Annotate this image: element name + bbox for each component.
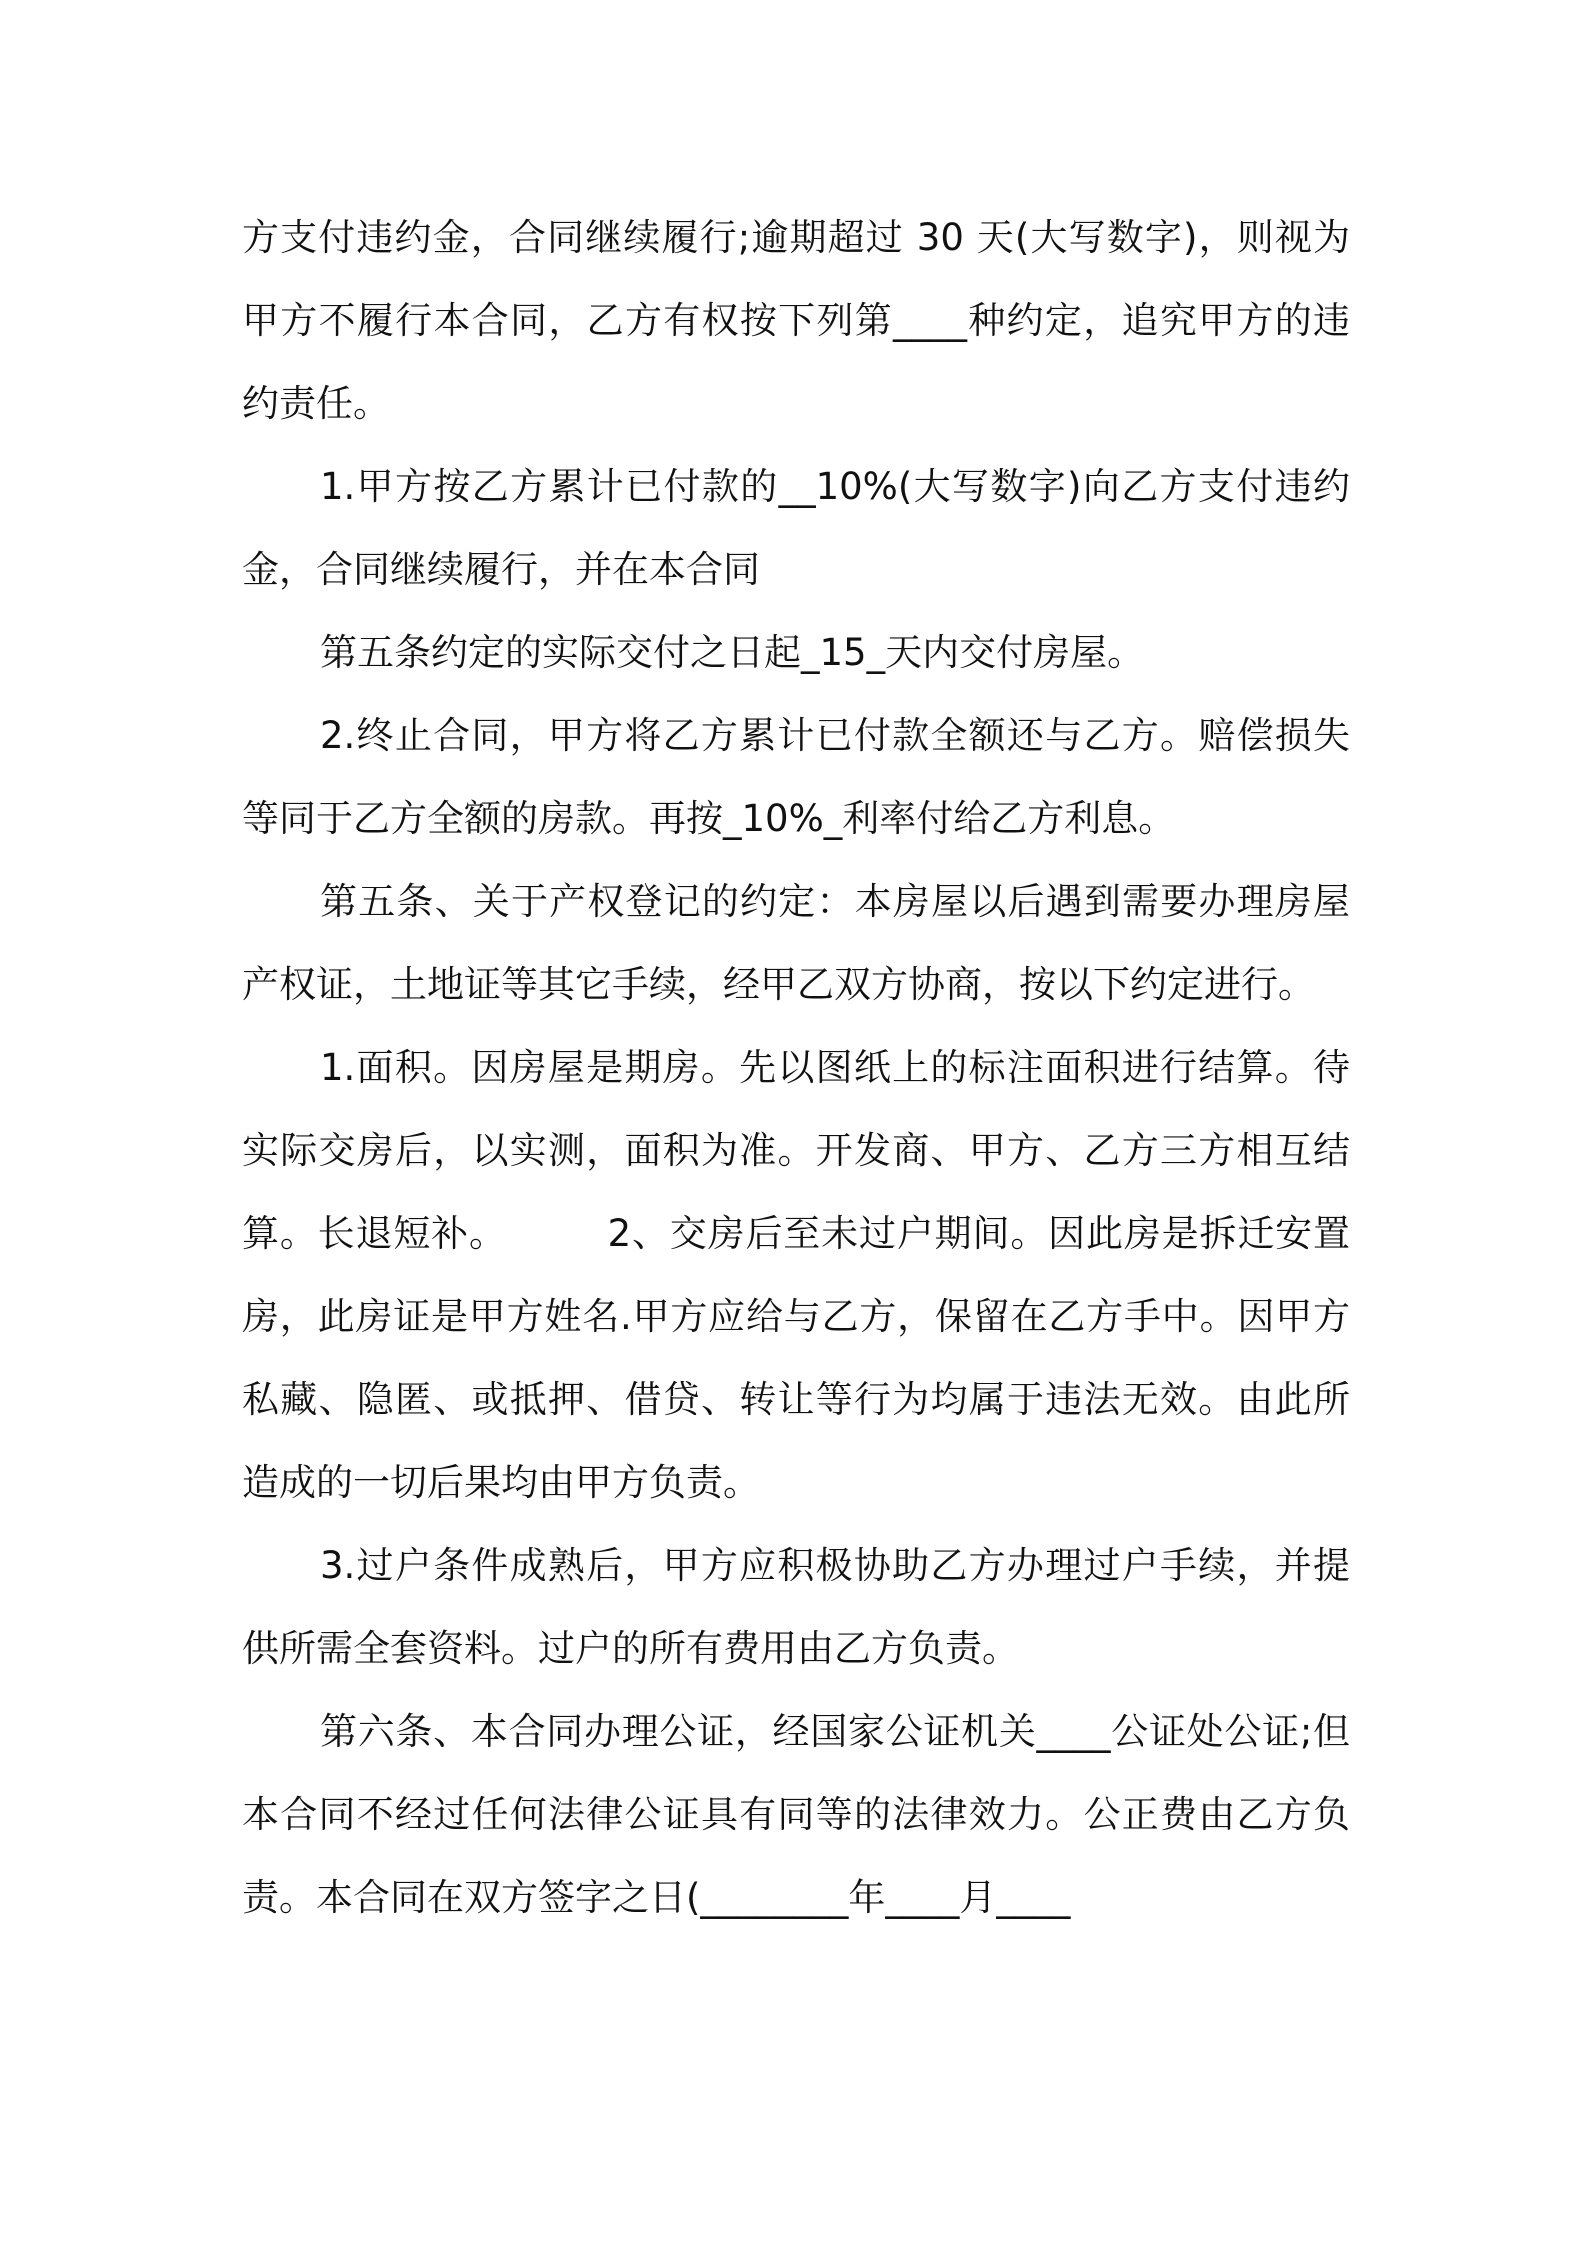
paragraph-article-5: 第五条、关于产权登记的约定：本房屋以后遇到需要办理房屋产权证，土地证等其它手续，经甲乙双方协商，按以下约定进行。 bbox=[242, 880, 1350, 1006]
paragraph-option-2: 2.终止合同，甲方将乙方累计已付款全额还与乙方。赔偿损失等同于乙方全额的房款。再按_10%_利率付给乙方利息。 bbox=[242, 714, 1350, 840]
paragraph-option-1-delivery: 第五条约定的实际交付之日起_15_天内交付房屋。 bbox=[320, 631, 1145, 674]
document-body bbox=[242, 196, 1350, 1939]
paragraph-area-and-transfer: 1.面积。因房屋是期房。先以图纸上的标注面积进行结算。待实际交房后，以实测，面积为准。开发商、甲方、乙方三方相互结算。长退短补。 2、交房后至未过户期间。因此房是拆迁安置房，此房证是甲方姓名.甲方应给与乙方，保留在乙方手中。因甲方私藏、隐匿、或抵押、借贷、转让等行为均属于违法无效。由此所造成的一切后果均由甲方负责。 bbox=[242, 1046, 1350, 1504]
paragraph-transfer-conditions: 3.过户条件成熟后，甲方应积极协助乙方办理过户手续，并提供所需全套资料。过户的所有费用由乙方负责。 bbox=[242, 1544, 1350, 1670]
paragraph-penalty-continued: 方支付违约金，合同继续履行;逾期超过 30 天(大写数字)，则视为甲方不履行本合同，乙方有权按下列第____种约定，追究甲方的违约责任。 bbox=[242, 216, 1350, 425]
paragraph-option-1: 1.甲方按乙方累计已付款的__10%(大写数字)向乙方支付违约金，合同继续履行，并在本合同 bbox=[242, 465, 1350, 591]
paragraph-article-6: 第六条、本合同办理公证，经国家公证机关____公证处公证;但本合同不经过任何法律公证具有同等的法律效力。公正费由乙方负责。本合同在双方签字之日(________年____月____ bbox=[242, 1710, 1350, 1919]
